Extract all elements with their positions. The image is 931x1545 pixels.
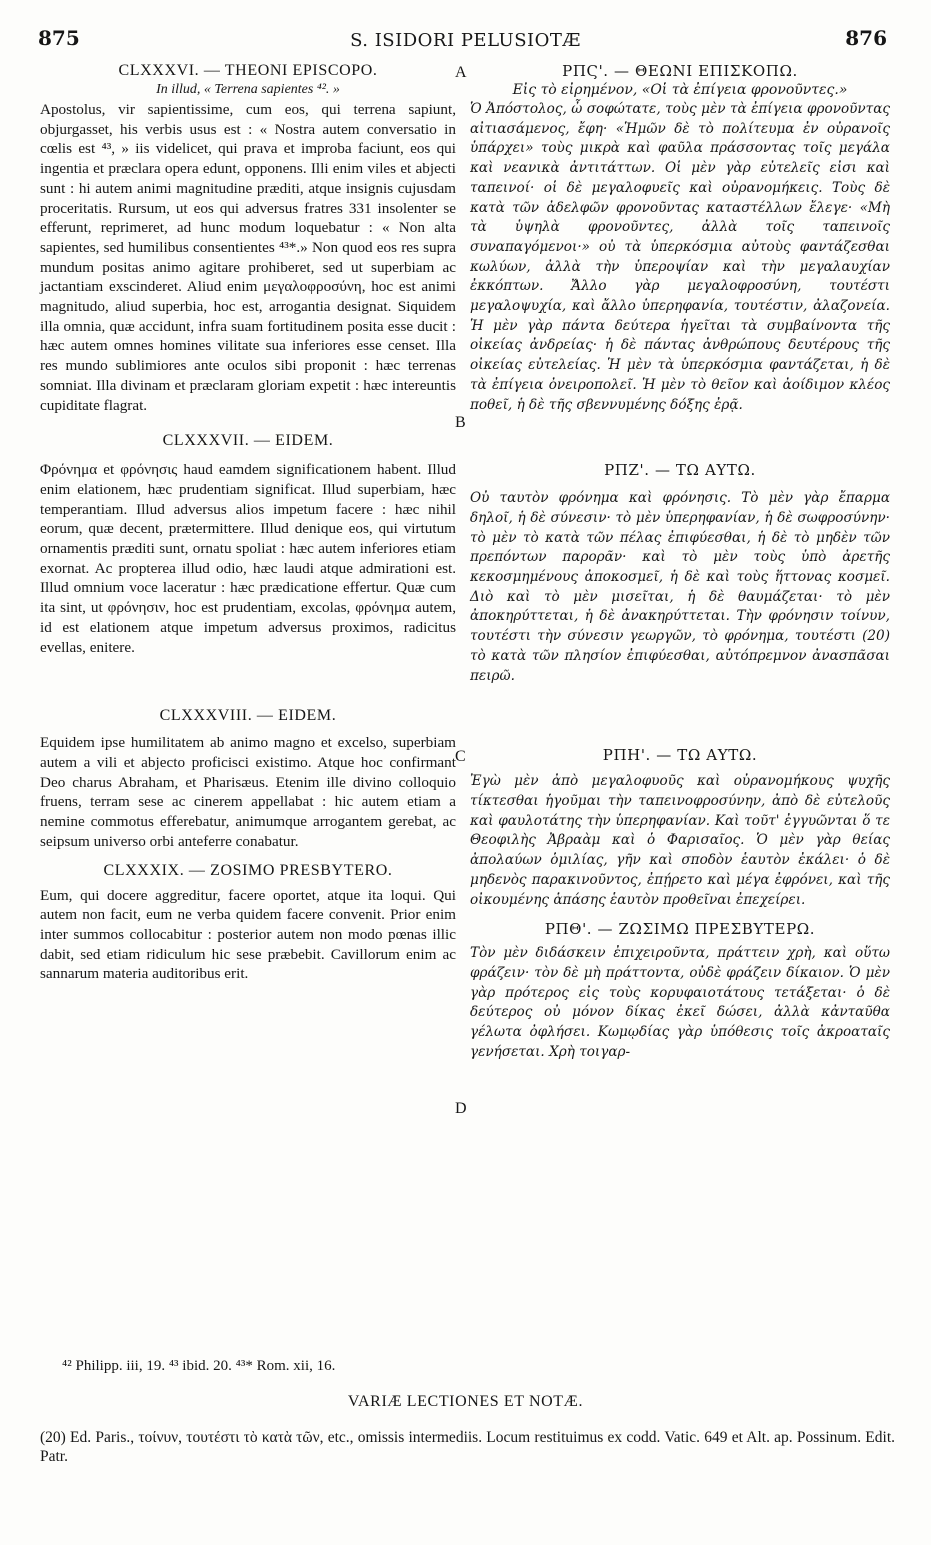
latin-title-189: CLXXXIX. — ZOSIMO PRESBYTERO. bbox=[103, 861, 393, 879]
latin-title-187: CLXXXVII. — EIDEM. bbox=[162, 432, 334, 450]
greek-title-188: ΡΠΗ'. — ΤΩ ΑΥΤΩ. bbox=[602, 746, 758, 765]
greek-paragraph-189: Τὸν μὲν διδάσκειν ἐπιχειροῦντα, πράττειν χρὴ, καὶ οὕτω φράζειν· τὸν δὲ μὴ πράττοντα, οὐδὲ φράζειν δίκαιον. Ὁ μὲν γὰρ πρότερος εἰς τοὺς κορυφαιοτάτους τετάξεται· ὁ δὲ δεύτερος οὐ μόνον δίκας ἐκεῖ δώσει, ἀλλὰ κἀνταῦθα γέλωτα ὀφλήσει. Κωμῳδίας γὰρ ὑπόθεσις τοῖς ἀκροαταῖς γενήσεται. Χρὴ τοιγαρ- bbox=[470, 945, 890, 1060]
footnotes: ⁴² Philipp. iii, 19. ⁴³ ibid. 20. ⁴³* Rom. xii, 16. bbox=[62, 1358, 336, 1374]
greek-title-189: ΡΠΘ'. — ΖΩΣΙΜΩ ΠΡΕΣΒΥΤΕΡΩ. bbox=[544, 920, 816, 939]
variae-note: (20) Ed. Paris., τοίνυν, τουτέστι τὸ κατὰ τῶν, etc., omissis intermediis. Locum restituimus ex codd. Vatic. 649 et Alt. ap. Possinum. Edit. Patr. bbox=[40, 1429, 895, 1465]
latin-title-186: CLXXXVI. — THEONI EPISCOPO. bbox=[118, 62, 378, 79]
latin-title-188: CLXXXVIII. — EIDEM. bbox=[159, 707, 337, 725]
latin-paragraph-187: Φρόνημα et φρόνησις haud eamdem significationem habent. Illud enim elationem, hæc prudentiam significat. Illud superbiam, hæc temperantiam. Illud adversus alios impetum facere : hæc nihil eorum, quæ decent, prætermittere. Illud denique eos, qui virtutum ornamentis præditi sunt, ornatu spoliat : hæc autem inferiores etiam exornat. Ac propterea illud odio, hæc laudi atque admirationi est. Illud omnium voce laceratur : hæc prædicatione effertur. Quæ cum ita sint, ut φρόνησιν, hoc est prudentiam, excolas, φρόνημα autem, id est elationem atque impetum adversus proximos, radicitus evellas, enitere. bbox=[40, 461, 456, 656]
running-title: S. ISIDORI PELUSIOTÆ bbox=[350, 30, 581, 51]
latin-paragraph-186: Apostolus, vir sapientissime, cum eos, qui terrena sapiunt, objurgasset, his verbis usus est : « Nostra autem conversatio in cœlis est ⁴³, » iis videlicet, qui prava et improba faciunt, eos qui ingentia et præclara opera edunt, opponens. Illi enim viles et abjecti sunt : hi autem animi magnitudine præditi, atque insignis cujusdam proceritatis. Rursum, ut eos qui adversus fratres 331 insolenter se efferunt, reprimeret, ad hunc modum loquebatur : « Non alta sapientes, sed humilibus consentientes ⁴³*.» Non quod eos res supra mundum positas animo agitare prohiberet, sed ut superbiam ac jactantiam exscinderet. Aliud enim μεγαλοφροσύνη, hoc est animi magnitudo, aliud superbia, hoc est, arrogantia designat. Siquidem illa omnia, quæ accidunt, infra suam fortitudinem posita esse ducit : hæc autem omnes homines vilitate sua inferiores esse censet. Illa res mundo sublimiores ante oculos sibi proponit : hæc terrenas somniat. Illa divinam et præclaram gloriam expetit : hæc intereuntis cupiditate flagrat. bbox=[40, 101, 456, 414]
margin-letter-c: C bbox=[455, 748, 466, 765]
margin-letter-b: B bbox=[455, 414, 466, 431]
greek-paragraph-186: Ὁ Ἀπόστολος, ὦ σοφώτατε, τοὺς μὲν τὰ ἐπίγεια φρονοῦντας αἰτιασάμενος, ἔφη· «Ἡμῶν δὲ τὸ πολίτευμα ἐν οὐρανοῖς ὑπάρχει» τοὺς μικρὰ καὶ φαῦλα πράσσοντας τοῖς μεγάλα καὶ νεανικὰ ἀντιτάττων. Οἱ μὲν γὰρ εὐτελεῖς εἰσι καὶ ταπεινοί· οἱ δὲ μεγαλοφυεῖς καὶ οὐρανομήκεις. Τοὺς δὲ κατὰ τῶν ἀδελφῶν φρονοῦντας καταστέλλων ἔλεγε· «Μὴ τὰ ὑψηλὰ φρονοῦντες, ἀλλὰ τοῖς ταπεινοῖς συναπαγόμενοι·» οὐ τὰ ὑπερκόσμια αὐτοὺς φαντάζεσθαι κωλύων, ἀλλὰ τὴν ὑπεροψίαν καὶ τὴν μεγαλαυχίαν ἐκκόπτων. Ἄλλο γὰρ μεγαλοφροσύνη, τουτέστι μεγαλοψυχία, καὶ ἄλλο ὑπερηφανία, τουτέστιν, ἀλαζονεία. Ἡ μὲν γὰρ πάντα δεύτερα ἡγεῖται τὰ συμβαίνοντα τῆς οἰκείας ἀνδρείας· ἡ δὲ πάντας ἀνθρώπους δευτέρους τῆς οἰκείας εὐτελείας. Ἡ μὲν τὰ ὑπερκόσμια φαντάζεται, ἡ δὲ τὰ ἐπίγεια ὀνειροπολεῖ. Ἡ μὲν τὸ θεῖον καὶ ἀοίδιμον κλέος ποθεῖ, ἡ δὲ τῆς σβεννυμένης δόξης ἐρᾷ. bbox=[470, 101, 890, 413]
variae-heading: VARIÆ LECTIONES ET NOTÆ. bbox=[347, 1393, 584, 1410]
latin-paragraph-189: Eum, qui docere aggreditur, facere oportet, atque ita loqui. Qui autem non facit, eum ne verba quidem facere convenit. Prior enim inter summos collocabitur : posterior autem non modo pœnas illic dabit, sed etiam ridiculum hic sese præbebit. Cavillorum enim ac sannarum materia auditoribus erit. bbox=[40, 886, 456, 983]
greek-title-186: ΡΠϚ'. — ΘΕΩΝΙ ΕΠΙΣΚΟΠΩ. bbox=[562, 62, 798, 80]
greek-paragraph-188: Ἐγὼ μὲν ἀπὸ μεγαλοφυοῦς καὶ οὐρανομήκους ψυχῆς τίκτεσθαι ἡγοῦμαι τὴν ταπεινοφροσύνην, ἀπὸ δὲ εὐτελοῦς καὶ φαυλοτάτης τὴν ὑπερηφανίαν. Καὶ τοῦτ' ἐγγυῶνται ὅ τε Θεοφιλὴς Ἀβραὰμ καὶ ὁ Φαρισαῖος. Ὁ μὲν γὰρ θείας ἀπολαύων ὁμιλίας, γῆν καὶ σποδὸν ἑαυτὸν ἐκάλει· ὁ δὲ μηδενὸς παρακινοῦντος, ἐπῄρετο καὶ μέγα ἐφρόνει, καὶ τῆς οἰκουμένης ἁπάσης ἑαυτὸν προθεῖναι ἐπεχείρει. bbox=[470, 773, 890, 908]
page-number-right: 876 bbox=[845, 26, 887, 50]
greek-title-187: ΡΠΖ'. — ΤΩ ΑΥΤΩ. bbox=[604, 461, 756, 480]
latin-paragraph-188: Equidem ipse humilitatem ab animo magno et excelso, superbiam autem a vili et abjecto proficisci existimo. Atque hoc confirmant Deo charus Abraham, et Pharisæus. Etenim ille divino colloquio fruens, terram sese ac cinerem appellabat : hic autem etiam a nemine commotus efferebatur, animumque arrogantem gerebat, ac seipsum universo orbi anteferre conabatur. bbox=[40, 734, 456, 850]
greek-subtitle-186: Εἰς τὸ εἰρημένον, «Οἱ τὰ ἐπίγεια φρονοῦντες.» bbox=[512, 82, 848, 98]
page-number-left: 875 bbox=[38, 26, 80, 50]
greek-column bbox=[470, 62, 890, 1062]
margin-letter-d: D bbox=[455, 1100, 467, 1117]
greek-paragraph-187: Οὐ ταυτὸν φρόνημα καὶ φρόνησις. Τὸ μὲν γὰρ ἔπαρμα δηλοῖ, ἡ δὲ σύνεσιν· τὸ μὲν ὑπερηφανίαν, ἡ δὲ σωφροσύνην· τὸ μὲν τὸ κατὰ τῶν πέλας ἐπιφύεσθαι, ἡ δὲ τὸ μηδὲν τῶν πρεπόντων παρορᾶν· καὶ τὸ μὲν τοὺς ὑπὸ ἀρετῆς κεκοσμημένους ἀποκοσμεῖ, ἡ δὲ καὶ τοὺς ἥττονας κοσμεῖ. Διὸ καὶ τὸ μὲν μισεῖται, ἡ δὲ θαυμάζεται· τὸ μὲν ἀποκηρύττεται, ἡ δὲ ἀνακηρύττεται. Τὴν φρόνησιν τοίνυν, τουτέστι τὴν σύνεσιν γεωργῶν, τὸ φρόνημα, τουτέστι (20) τὸ κατὰ τῶν πλησίον ἐπιφύεσθαι, αὐτόπρεμνον ἀνασπᾶσαι πειρῶ. bbox=[470, 490, 890, 684]
latin-column bbox=[40, 62, 456, 984]
running-header bbox=[0, 18, 931, 51]
latin-subtitle-186: In illud, « Terrena sapientes ⁴². » bbox=[156, 82, 340, 97]
margin-letter-a: A bbox=[455, 64, 467, 81]
